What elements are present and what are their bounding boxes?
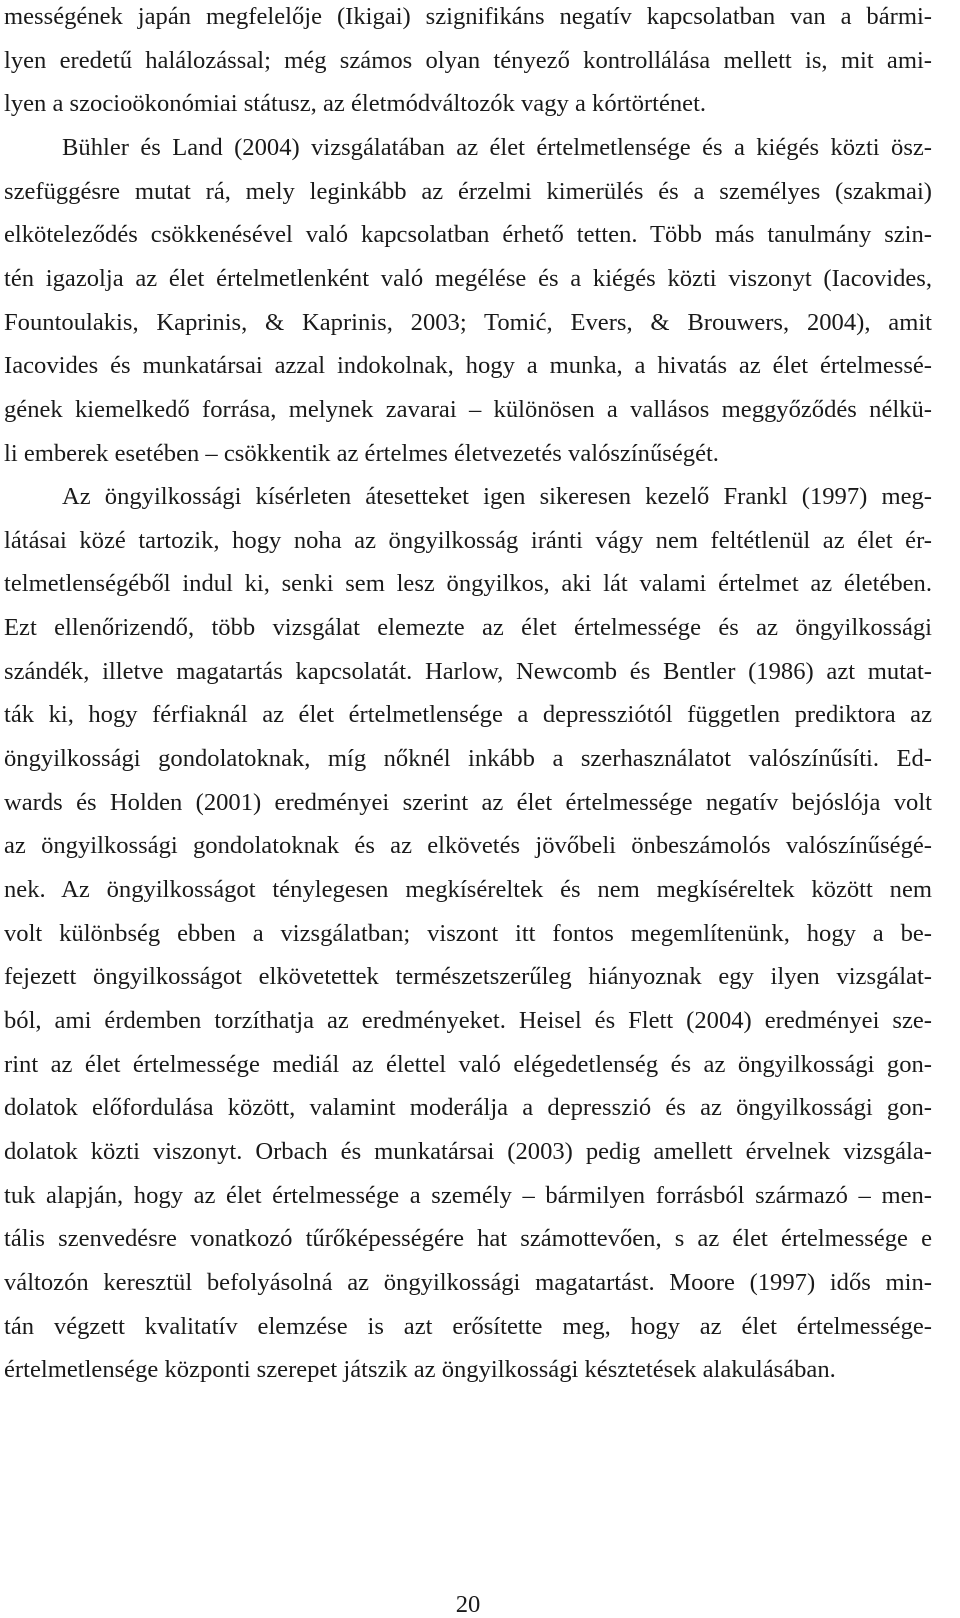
text-line: Az öngyilkossági kísérleten átesetteket igen sikeresen kezelő Frankl (1997) meg-	[62, 483, 932, 511]
text-line: az öngyilkossági gondolatoknak és az elkövetés jövőbeli önbeszámolós valószínűségé-	[4, 832, 932, 860]
text-line: lyen eredetű halálozással; még számos olyan tényező kontrollálása mellett is, mit ami-	[4, 46, 932, 74]
text-line: rint az élet értelmessége mediál az élettel való elégedetlenség és az öngyilkossági gon-	[4, 1050, 932, 1078]
text-line: Ezt ellenőrizendő, több vizsgálat elemezte az élet értelmessége és az öngyilkossági	[4, 614, 932, 642]
text-line: Fountoulakis, Kaprinis, & Kaprinis, 2003; Tomić, Evers, & Brouwers, 2004), amit	[4, 308, 932, 336]
text-line: tán végzett kvalitatív elemzése is azt erősítette meg, hogy az élet értelmessége-	[4, 1312, 932, 1340]
text-line: tén igazolja az élet értelmetlenként való megélése és a kiégés közti viszonyt (Iacovides,	[4, 264, 932, 292]
text-line: volt különbség ebben a vizsgálatban; viszont itt fontos megemlítenünk, hogy a be-	[4, 919, 932, 947]
text-line: ból, ami érdemben torzíthatja az eredményeket. Heisel és Flett (2004) eredményei sze-	[4, 1006, 932, 1034]
text-line: lyen a szocioökonómiai státusz, az életmódváltozók vagy a kórtörténet.	[4, 90, 707, 118]
text-line: szefüggésre mutat rá, mely leginkább az érzelmi kimerülés és a személyes (szakmai)	[4, 177, 932, 205]
text-line: tuk alapján, hogy az élet értelmessége a személy – bármilyen forrásból származó – men-	[4, 1181, 932, 1209]
text-line: elköteleződés csökkenésével való kapcsolatban érhető tetten. Több más tanulmány szin-	[4, 221, 932, 249]
text-line: látásai közé tartozik, hogy noha az öngyilkosság iránti vágy nem feltétlenül az élet ér-	[4, 526, 932, 554]
text-line: szándék, illetve magatartás kapcsolatát. Harlow, Newcomb és Bentler (1986) azt mutat-	[4, 657, 932, 685]
text-line: wards és Holden (2001) eredményei szerint az élet értelmessége negatív bejóslója volt	[4, 788, 932, 816]
text-line: dolatok előfordulása között, valamint moderálja a depresszió és az öngyilkossági gon-	[4, 1094, 932, 1122]
page-number: 20	[455, 1591, 481, 1618]
text-line: változón keresztül befolyásolná az öngyilkossági magatartást. Moore (1997) idős min-	[4, 1268, 932, 1296]
text-line: gének kiemelkedő forrása, melynek zavarai – különösen a vallásos meggyőződés nélkü-	[4, 395, 932, 423]
text-line: li emberek esetében – csökkentik az értelmes életvezetés valószínűségét.	[4, 439, 719, 467]
text-line: dolatok közti viszonyt. Orbach és munkatársai (2003) pedig amellett érvelnek vizsgála-	[4, 1137, 932, 1165]
text-line: öngyilkossági gondolatoknak, míg nőknél inkább a szerhasználatot valószínűsíti. Ed-	[4, 745, 932, 773]
text-line: telmetlenségéből indul ki, senki sem lesz öngyilkos, aki lát valami értelmet az életében.	[4, 570, 932, 598]
text-line: ták ki, hogy férfiaknál az élet értelmetlensége a depressziótól független prediktora az	[4, 701, 932, 729]
text-line: mességének japán megfelelője (Ikigai) szignifikáns negatív kapcsolatban van a bármi-	[4, 3, 932, 30]
text-line: értelmetlensége központi szerepet játszik az öngyilkossági késztetések alakulásában.	[4, 1356, 836, 1384]
text-line: nek. Az öngyilkosságot ténylegesen megkíséreltek és nem megkíséreltek között nem	[4, 876, 932, 903]
text-line: fejezett öngyilkosságot elkövetettek természetszerűleg hiányoznak egy ilyen vizsgálat-	[4, 963, 932, 991]
text-line: Bühler és Land (2004) vizsgálatában az élet értelmetlensége és a kiégés közti ösz-	[62, 133, 932, 161]
text-line: tális szenvedésre vonatkozó tűrőképességére hat számottevően, s az élet értelmessége e	[4, 1225, 932, 1253]
text-line: Iacovides és munkatársai azzal indokolnak, hogy a munka, a hivatás az élet értelmessé-	[4, 352, 932, 380]
